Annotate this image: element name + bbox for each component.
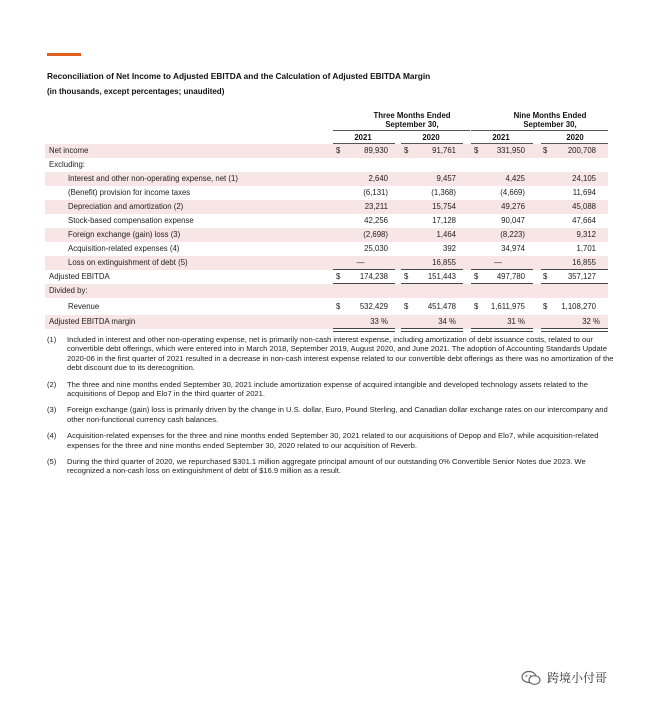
footnote-text: During the third quarter of 2020, we repurchased $301.1 million aggregate principal amount of our outstanding 0% Convertible Senior Notes due 2023. We recognized a non-cash loss on extinguishment of debt of $16.9 million as a result. bbox=[67, 457, 586, 476]
group-rule-nine-months bbox=[471, 130, 608, 131]
cell-value: 90,047 bbox=[501, 216, 525, 225]
table-row bbox=[45, 228, 608, 242]
footnote-text: The three and nine months ended September 30, 2021 include amortization expense of acquired intangible and developed technology assets related to the acquisitions of Depop and Elo7 in the third quarter of 2021. bbox=[67, 379, 588, 399]
group-rule-three-months bbox=[333, 130, 470, 131]
cell-value: 200,708 bbox=[567, 146, 596, 155]
cell-value: 17,128 bbox=[432, 216, 456, 225]
cell-value: 34,974 bbox=[501, 244, 525, 253]
footnote-number: (1) bbox=[47, 335, 57, 344]
year-header: 2020 bbox=[422, 133, 440, 142]
cell-value: 89,930 bbox=[364, 146, 388, 155]
row-label: Acquisition-related expenses (4) bbox=[68, 244, 180, 253]
currency-symbol: $ bbox=[543, 302, 548, 311]
row-label: Adjusted EBITDA margin bbox=[49, 317, 136, 326]
table-row bbox=[45, 200, 608, 214]
row-label: Interest and other non-operating expense, net (1) bbox=[68, 174, 238, 183]
year-header: 2021 bbox=[492, 133, 510, 142]
footnote bbox=[47, 431, 617, 450]
table-row bbox=[45, 256, 608, 270]
wechat-icon bbox=[521, 670, 541, 686]
cell-value: 23,211 bbox=[364, 202, 388, 211]
row-label: Excluding: bbox=[49, 160, 85, 169]
cell-value: 47,664 bbox=[572, 216, 596, 225]
table-row-excluding bbox=[45, 158, 608, 172]
cell-value: 2,640 bbox=[368, 174, 388, 183]
cell-value: 497,780 bbox=[496, 272, 525, 281]
currency-symbol: $ bbox=[336, 272, 341, 281]
cell-value: 392 bbox=[442, 244, 456, 253]
row-label: Depreciation and amortization (2) bbox=[68, 202, 184, 211]
cell-value: 1,611,975 bbox=[490, 302, 525, 311]
cell-value: (4,669) bbox=[500, 188, 525, 197]
cell-value: 174,238 bbox=[359, 272, 388, 281]
currency-symbol: $ bbox=[474, 272, 479, 281]
currency-symbol: $ bbox=[404, 302, 409, 311]
cell-value: 91,761 bbox=[432, 146, 456, 155]
currency-symbol: $ bbox=[543, 146, 548, 155]
footnote-text: Foreign exchange (gain) loss is primarily driven by the change in U.S. dollar, Euro, Pound Sterling, and Canadian dollar exchange rates on our intercompany and other non-functional currency cash balances. bbox=[67, 405, 608, 424]
watermark-text: 跨境小付哥 bbox=[547, 671, 608, 685]
footnote bbox=[47, 380, 617, 399]
cell-value: 16,855 bbox=[572, 258, 596, 267]
row-label: Loss on extinguishment of debt (5) bbox=[68, 258, 188, 267]
cell-value: 31 % bbox=[507, 317, 525, 326]
page-title: Reconciliation of Net Income to Adjusted EBITDA and the Calculation of Adjusted EBITDA Margin bbox=[47, 71, 431, 81]
table-row-adjusted-ebitda-margin bbox=[45, 315, 608, 329]
table-row-divided-by bbox=[45, 284, 608, 298]
cell-value: 331,950 bbox=[496, 146, 525, 155]
cell-value: — bbox=[494, 258, 502, 267]
cell-value: 9,312 bbox=[576, 230, 596, 239]
table-row bbox=[45, 242, 608, 256]
footnote-number: (4) bbox=[47, 431, 57, 441]
column-group-three-months: Three Months Ended September 30, bbox=[373, 111, 451, 129]
footnotes bbox=[47, 335, 617, 483]
cell-value: 32 % bbox=[582, 317, 600, 326]
cell-value: 42,256 bbox=[364, 216, 388, 225]
cell-value: 357,127 bbox=[567, 272, 596, 281]
currency-symbol: $ bbox=[543, 272, 548, 281]
row-label: Stock-based compensation expense bbox=[68, 216, 194, 225]
currency-symbol: $ bbox=[336, 302, 341, 311]
currency-symbol: $ bbox=[404, 146, 409, 155]
column-group-nine-months: Nine Months Ended September 30, bbox=[513, 111, 587, 129]
row-label: Foreign exchange (gain) loss (3) bbox=[68, 230, 181, 239]
table-row-revenue bbox=[45, 298, 608, 315]
page-subtitle: (in thousands, except percentages; unaudited) bbox=[47, 87, 225, 96]
table-row bbox=[45, 214, 608, 228]
footnote-number: (5) bbox=[47, 457, 57, 467]
footnote-number: (2) bbox=[47, 379, 57, 389]
currency-symbol: $ bbox=[474, 146, 479, 155]
total-double-rule bbox=[541, 328, 608, 332]
currency-symbol: $ bbox=[336, 146, 341, 155]
cell-value: 49,276 bbox=[501, 202, 525, 211]
footnote-number: (3) bbox=[47, 405, 57, 415]
year-header: 2020 bbox=[566, 133, 584, 142]
cell-value: 16,855 bbox=[432, 258, 456, 267]
total-double-rule bbox=[401, 328, 463, 332]
row-label: (Benefit) provision for income taxes bbox=[68, 188, 191, 197]
footnote bbox=[47, 405, 617, 424]
cell-value: 33 % bbox=[370, 317, 388, 326]
cell-value: 45,088 bbox=[572, 202, 596, 211]
accent-bar bbox=[47, 53, 81, 56]
footnote-text: Included in interest and other non-operating expense, net is primarily non-cash interest expense, including amortization of debt issuance costs, related to our convertible debt offerings, which were entered into in March 2018, September 2019, August 2020, and June 2021. The adoption of Accounting Standards Update 2020-06 in the first quarter of 2021 resulted in a decrease in non-cash interest expense related to our convertible debt offerings as there was no amortization of the debt discount due to its derecognition. bbox=[67, 335, 614, 373]
cell-value: (2,698) bbox=[363, 230, 388, 239]
footnote bbox=[47, 457, 617, 476]
cell-value: 9,457 bbox=[436, 174, 456, 183]
table-row-adjusted-ebitda bbox=[45, 270, 608, 284]
cell-value: 451,478 bbox=[427, 302, 456, 311]
total-double-rule bbox=[333, 328, 395, 332]
footnote bbox=[47, 335, 617, 373]
total-double-rule bbox=[471, 328, 533, 332]
reconciliation-table bbox=[45, 144, 608, 329]
cell-value: (8,223) bbox=[500, 230, 525, 239]
cell-value: 532,429 bbox=[359, 302, 388, 311]
table-row bbox=[45, 172, 608, 186]
cell-value: (1,368) bbox=[431, 188, 456, 197]
cell-value: 151,443 bbox=[427, 272, 456, 281]
footnote-text: Acquisition-related expenses for the three and nine months ended September 30, 2021 related to our acquisitions of Depop and Elo7, while acquisition-related expenses for the three and nine months ended September 30, 2020 related to our acquisition of Reverb. bbox=[67, 431, 599, 450]
table-row bbox=[45, 186, 608, 200]
cell-value: 24,105 bbox=[572, 174, 596, 183]
row-label: Divided by: bbox=[49, 286, 88, 295]
cell-value: 11,694 bbox=[572, 188, 596, 197]
currency-symbol: $ bbox=[404, 272, 409, 281]
cell-value: (6,131) bbox=[363, 188, 388, 197]
row-label: Adjusted EBITDA bbox=[49, 272, 110, 281]
year-header: 2021 bbox=[354, 133, 372, 142]
cell-value: 15,754 bbox=[432, 202, 456, 211]
cell-value: 1,464 bbox=[436, 230, 456, 239]
row-label: Net income bbox=[49, 146, 89, 155]
currency-symbol: $ bbox=[474, 302, 479, 311]
cell-value: 25,030 bbox=[364, 244, 388, 253]
cell-value: 1,701 bbox=[576, 244, 596, 253]
watermark bbox=[521, 669, 607, 686]
cell-value: — bbox=[356, 258, 365, 267]
cell-value: 4,425 bbox=[505, 174, 525, 183]
cell-value: 1,108,270 bbox=[561, 302, 596, 311]
table-row-net-income bbox=[45, 144, 608, 158]
row-label: Revenue bbox=[68, 302, 100, 311]
cell-value: 34 % bbox=[438, 317, 456, 326]
